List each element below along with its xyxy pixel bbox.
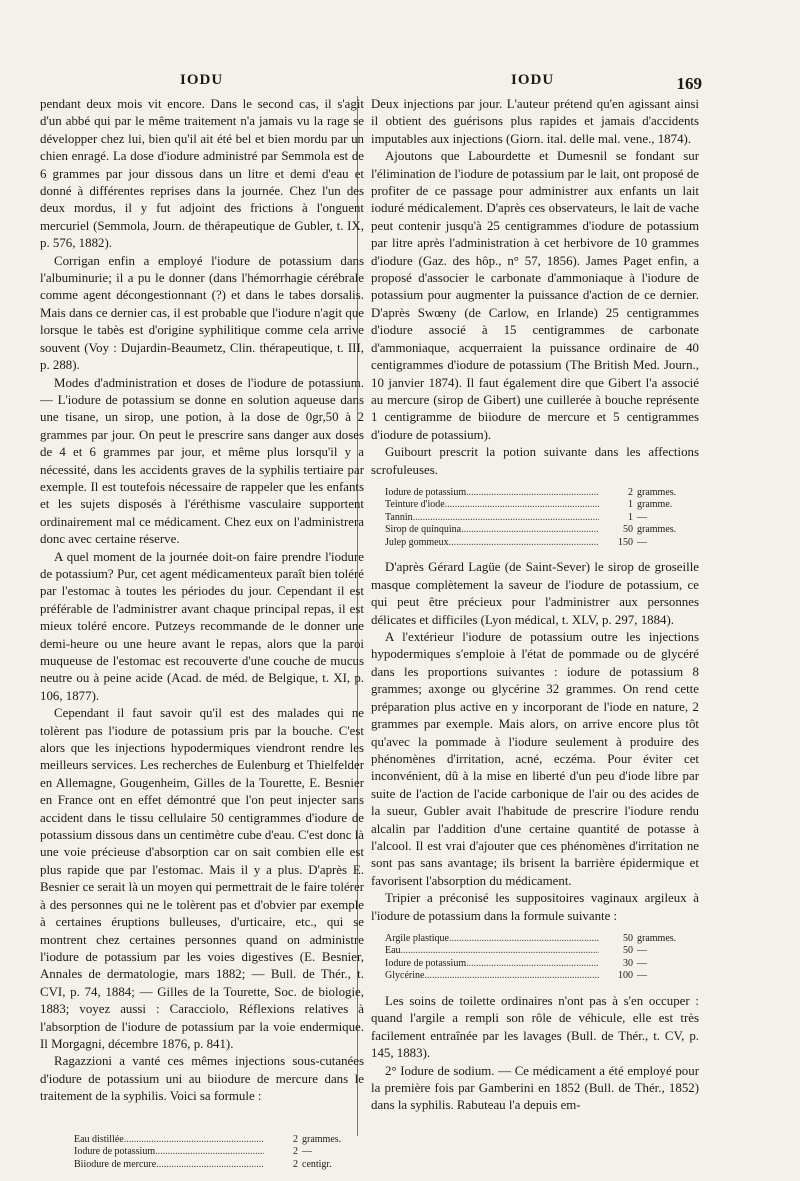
ingredient-quantity: 100 — [618, 970, 633, 982]
ingredient-quantity: 1 — [628, 499, 633, 511]
paragraph: A l'extérieur l'iodure de potassium outre les injections hypodermiques s'emploie à l'état de pommade ou de glycéré dans les proportions suivantes : iodure de potassium 8 grammes; axonge ou glycérine 32 grammes. On rend cette préparation plus active en y incorporant de l'iode en nature, 2 grammes par exemple. Mais alors, on arrive encore plus tôt qu'avec la pommade à l'iodure seulement à produire des phénomènes d'irritation, acné, eczéma. Pour éviter cet inconvénient, dû à la mise en liberté d'un peu d'iode libre par suite de l'action de l'acide carbonique de l'air ou des acides de la sueur, Gubler avait l'habitude de prescrire l'iodure rendu alcalin par l'addition d'une certaine quantité de potasse à l'alcool. Il est vrai d'ajouter que ces phénomènes d'irritation ne sont pas sans avantage; ils brisent la barrière épidermique et favorisent l'absorption du médicament. — [371, 630, 699, 888]
ingredient-unit: — — [302, 1146, 312, 1158]
leader-dots — [424, 970, 599, 983]
ingredient-quantity: 2 — [293, 1158, 298, 1170]
ingredient-name: Eau — [385, 945, 401, 957]
ingredient-quantity: 50 — [623, 932, 633, 944]
ingredient-unit: — — [637, 957, 647, 969]
ingredient-unit: gramme. — [637, 499, 673, 511]
formula-row — [74, 1159, 364, 1172]
formula-row — [385, 487, 699, 500]
paragraph: Les soins de toilette ordinaires n'ont pas à s'en occuper : quand l'argile a rempli son rôle de véhicule, elle est très facilement entraînée par les lavages (Bull. de Thér., t. CV, p. 145, 1883). — [371, 993, 699, 1061]
ingredient-name: Teinture d'iode — [385, 499, 445, 511]
formula-row — [385, 945, 699, 958]
formula-ragazzioni — [74, 1134, 364, 1172]
running-head-left: IODU — [180, 72, 224, 88]
formula-row — [74, 1146, 364, 1159]
ingredient-quantity: 2 — [293, 1146, 298, 1158]
formula-row — [385, 933, 699, 946]
leader-dots — [466, 487, 599, 500]
paragraph: pendant deux mois vit encore. Dans le second cas, il s'agit d'un abbé qui par le même traitement n'a jamais vu la rage se développer chez lui, bien qu'il ait été bel et bien mordu par un chien enragé. La dose d'iodure administré par Semmola est de 6 grammes par jour dissous dans un litre et demi d'eau et donné à différentes reprises dans la journée. Chez l'un des deux mordus, il y fut adjoint des frictions à l'onguent mercuriel (Semmola, Journ. de thérapeutique de Gubler, t. IX, p. 576, 1882). — [40, 97, 364, 251]
paragraph: Modes d'administration et doses de l'iodure de potassium. — L'iodure de potassium se donne en solution aqueuse dans une tisane, un sirop, une potion, à la dose de 0gr,50 à 2 grammes par jour. On peut le prescrire sans danger aux doses de 4 et 6 grammes par jour, et même plus lorsqu'il y a nécessité, dans les accidents graves de la syphilis tertiaire par exemple. Il est toutefois nécessaire de rappeler que les enfants et les sujets disposés à l'éréthisme vasculaire supportent ordinairement mal ce médicament. Chez eux on l'administrera donc avec certaine réserve. — [40, 375, 364, 547]
ingredient-quantity: 30 — [623, 957, 633, 969]
ingredient-name: Iodure de potassium — [385, 486, 467, 498]
ingredient-unit: grammes. — [302, 1133, 342, 1145]
ingredient-unit: — — [637, 511, 647, 523]
paragraph: Tripier a préconisé les suppositoires vaginaux argileux à l'iodure de potassium dans la formule suivante : — [371, 891, 699, 923]
ingredient-name: Iodure de potassium — [385, 957, 467, 969]
ingredient-unit: centigr. — [302, 1158, 332, 1170]
ingredient-name: Argile plastique — [385, 932, 449, 944]
running-head-right: IODU — [511, 72, 555, 88]
ingredient-quantity: 50 — [623, 524, 633, 536]
right-column — [371, 96, 699, 1115]
ingredient-unit: grammes. — [637, 524, 677, 536]
ingredient-unit: — — [637, 536, 647, 548]
leader-dots — [445, 499, 599, 512]
ingredient-unit: grammes. — [637, 932, 677, 944]
formula-row — [385, 524, 699, 537]
formula-tripier — [385, 933, 699, 983]
ingredient-quantity: 150 — [618, 536, 633, 548]
leader-dots — [449, 933, 599, 946]
ingredient-name: Biiodure de mercure — [74, 1158, 157, 1170]
ingredient-name: Julep gommeux — [385, 536, 449, 548]
formula-row — [385, 512, 699, 525]
leader-dots — [156, 1159, 264, 1172]
ingredient-name: Eau distillée — [74, 1133, 124, 1145]
paragraph: Guibourt prescrit la potion suivante dans les affections scrofuleuses. — [371, 445, 699, 477]
ingredient-name: Glycérine — [385, 970, 425, 982]
leader-dots — [413, 512, 599, 525]
ingredient-quantity: 50 — [623, 945, 633, 957]
left-column — [40, 96, 364, 1181]
leader-dots — [401, 945, 599, 958]
ingredient-name: Tannin — [385, 511, 413, 523]
leader-dots — [461, 524, 599, 537]
formula-row — [385, 537, 699, 550]
ingredient-name: Iodure de potassium — [74, 1146, 156, 1158]
ingredient-quantity: 2 — [293, 1133, 298, 1145]
leader-dots — [466, 958, 599, 971]
formula-row — [74, 1134, 364, 1147]
paragraph: Ragazzioni a vanté ces mêmes injections sous-cutanées d'iodure de potassium uni au biiodure de mercure dans le traitement de la syphilis. Voici sa formule : — [40, 1054, 364, 1104]
formula-row — [385, 970, 699, 983]
paragraph: D'après Gérard Lagüe (de Saint-Sever) le sirop de groseille masque complètement la saveur de l'iodure de potassium, ce qui peut être précieux pour l'administrer aux personnes délicates et difficiles (Lyon médical, t. XLV, p. 297, 1884). — [371, 560, 699, 627]
paragraph: 2° Iodure de sodium. — Ce médicament a été employé pour la première fois par Gamberini en 1852 (Bull. de Thér., 1852) dans la syphilis. Rabuteau l'a depuis em- — [371, 1063, 699, 1113]
ingredient-unit: — — [637, 945, 647, 957]
ingredient-unit: — — [637, 970, 647, 982]
page-number: 169 — [676, 74, 702, 93]
paragraph: Deux injections par jour. L'auteur prétend qu'en agissant ainsi il obtient des guérisons plus rapides et jamais d'accidents imputables aux injections (Giorn. ital. delle mal. vene., 1874). — [371, 97, 699, 146]
leader-dots — [449, 537, 599, 550]
ingredient-quantity: 1 — [628, 511, 633, 523]
paragraph: Ajoutons que Labourdette et Dumesnil se fondant sur l'élimination de l'iodure de potassium par le lait, ont proposé de profiter de ce passage pour administrer aux enfants un lait ioduré médicalement. D'après ces observateurs, le lait de vache peut contenir jusqu'à 25 centigrammes d'iodure de potassium par litre après l'administration à cet herbivore de 10 grammes d'iodure (Gaz. des hôp., n° 57, 1856). James Paget enfin, a proposé d'associer le carbonate d'ammoniaque à l'iodure de potassium pour augmenter la puissance d'action de ce dernier. D'après Swœny (de Carlow, en Irlande) 25 centigrammes d'iodure associé à 15 centigrammes de carbonate d'ammoniaque, acquerraient la puissance ordinaire de 40 centigrammes d'iodure de potassium (The British Med. Journ., 10 janvier 1874). Il faut également dire que Gibert l'a associé au mercure (sirop de Gibert) une cuillerée à bouche représente 1 centigramme de biiodure de mercure et 5 centigrammes d'iodure de potassium). — [371, 149, 699, 442]
ingredient-name: Sirop de quinquina — [385, 524, 462, 536]
paragraph: Corrigan enfin a employé l'iodure de potassium dans l'albuminurie; il a pu le donner (dans l'hémorrhagie cérébrale comme agent décongestionnant (?) et dans le tabes dorsalis. Mais dans ce dernier cas, il est probable que l'iodure n'agit que lorsque le tabès est d'origine syphilitique comme cela arrive souvent (Voy : Dujardin-Beaumetz, Clin. thérapeutique, t. III, p. 288). — [40, 253, 364, 373]
paragraph: A quel moment de la journée doit-on faire prendre l'iodure de potassium? Pur, cet agent médicamenteux paraît bien toléré par l'estomac à toutes les périodes du jour. Cependant il est préférable de l'administrer avant chaque principal repas, il est mieux toléré encore. Putzeys recommande de le donner une demi-heure ou une heure avant le repas, alors que la paroi muqueuse de l'estomac est recouverte d'une couche de mucus neutre ou à peine acide (Acad. de méd. de Belgique, t. XI, p. 106, 1877). — [40, 549, 364, 703]
ingredient-quantity: 2 — [628, 486, 633, 498]
formula-row — [385, 958, 699, 971]
paragraph: Cependant il faut savoir qu'il est des malades qui ne tolèrent pas l'iodure de potassium pris par la bouche. C'est alors que les injections hypodermiques viendront rendre les meilleurs services. Les recherches de Eulenburg et Thielfelder en Allemagne, Gougenheim, Gilles de la Tourette, E. Besnier en France ont en effet démontré que l'on peut injecter sans accident dans le tissu cellulaire 50 centigrammes d'iodure de potassium dissous dans un centimètre cube d'eau. C'est donc là une voie précieuse d'absorption car on sait combien elle est plus rapide que par l'estomac. Mais il y a plus. D'après E. Besnier ce serait là un moyen qui permettrait de le faire tolérer à des personnes qui ne le tolèrent pas et d'obvier par exemple à certaines éruptions bulleuses, d'urticaire, etc., qui se montrent chez certaines personnes quand on administre l'iodure de potassium par les voies digestives (E. Besnier, Annales de dermatologie, mars 1882; — Bull. de Thér., t. CVI, p. 74, 1884; — Gilles de la Tourette, Soc. de biologie, 1883; voyez aussi : Caracciolo, Réflexions relatives à l'absorption de l'iodure de potassium par la voie endermique. Il Morgagni, décembre 1876, p. 841). — [40, 706, 364, 1051]
formula-guibourt — [385, 487, 699, 550]
formula-row — [385, 499, 699, 512]
ingredient-unit: grammes. — [637, 486, 677, 498]
leader-dots — [124, 1134, 264, 1147]
leader-dots — [155, 1146, 264, 1159]
